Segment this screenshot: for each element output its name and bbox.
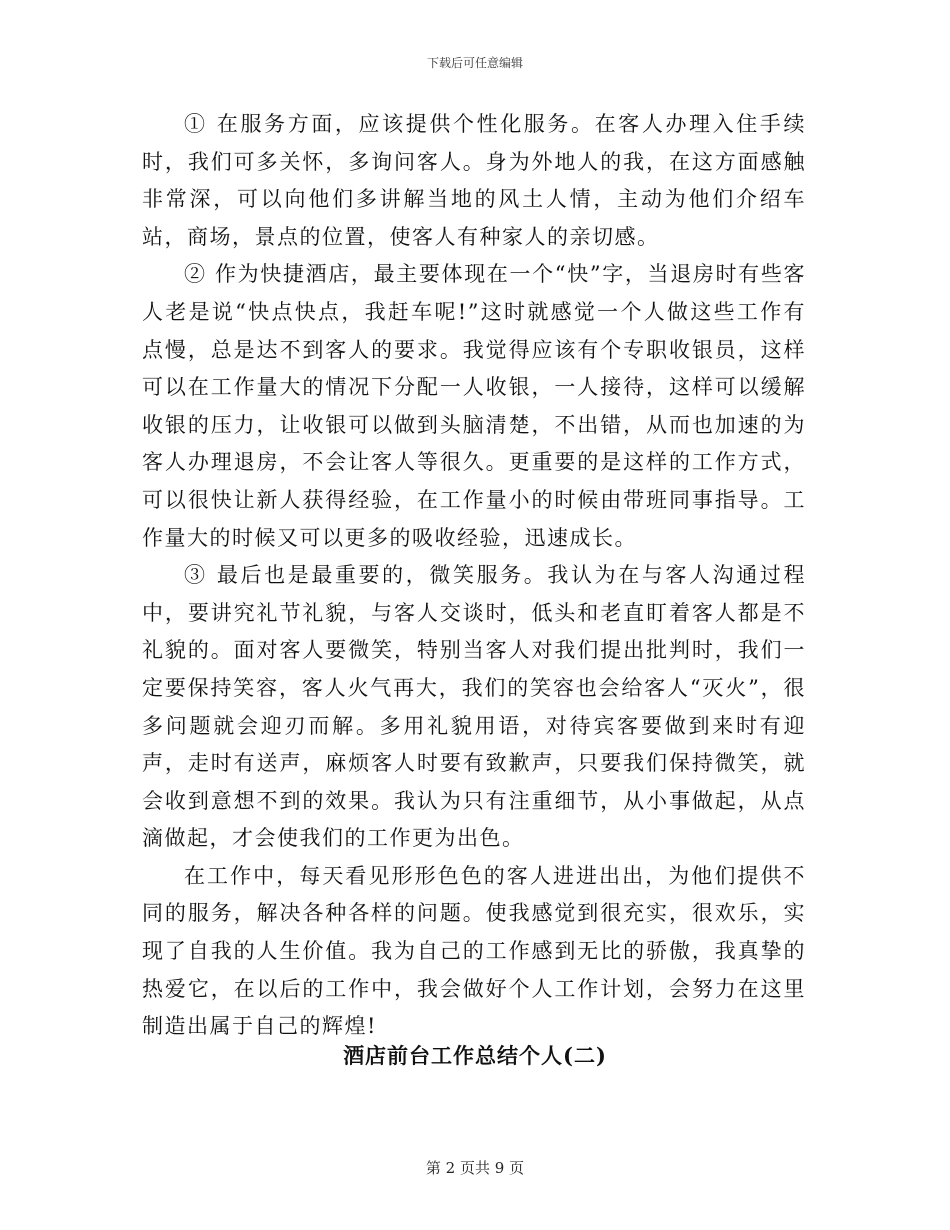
- paragraph-service: ① 在服务方面，应该提供个性化服务。在客人办理入住手续时，我们可多关怀，多询问客人。身为外地人的我，在这方面感触非常深，可以向他们多讲解当地的风土人情，主动为他们介绍车站，商场，景点的位置，使客人有种家人的亲切感。: [142, 112, 806, 249]
- page-number: 第 2 页共 9 页: [425, 1159, 525, 1177]
- paragraph-smile-service: ③ 最后也是最重要的，微笑服务。我认为在与客人沟通过程中，要讲究礼节礼貌，与客人交谈时，低头和老直盯着客人都是不礼貌的。面对客人要微笑，特别当客人对我们提出批判时，我们一定要保持笑容，客人火气再大，我们的笑容也会给客人“灭火”，很多问题就会迎刃而解。多用礼貌用语，对待宾客要做到来时有迎声，走时有送声，麻烦客人时要有致歉声，只要我们保持微笑，就会收到意想不到的效果。我认为只有注重细节，从小事做起，从点滴做起，才会使我们的工作更为出色。: [142, 563, 806, 851]
- document-body: [142, 106, 806, 1046]
- paragraph-express-checkout: ② 作为快捷酒店，最主要体现在一个“快”字，当退房时有些客人老是说“快点快点，我赶车呢!”这时就感觉一个人做这些工作有点慢，总是达不到客人的要求。我觉得应该有个专职收银员，这样可以在工作量大的情况下分配一人收银，一人接待，这样可以缓解收银的压力，让收银可以做到头脑清楚，不出错，从而也加速的为客人办理退房，不会让客人等很久。更重要的是这样的工作方式，可以很快让新人获得经验，在工作量小的时候由带班同事指导。工作量大的时候又可以更多的吸收经验，迅速成长。: [142, 262, 806, 550]
- header-note: 下载后可任意编辑: [426, 56, 523, 70]
- section-title: 酒店前台工作总结个人(二): [343, 1043, 607, 1068]
- paragraph-conclusion: 在工作中，每天看见形形色色的客人进进出出，为他们提供不同的服务，解决各种各样的问题。使我感觉到很充实，很欢乐，实现了自我的人生价值。我为自己的工作感到无比的骄傲，我真挚的热爱它，在以后的工作中，我会做好个人工作计划，会努力在这里制造出属于自己的辉煌!: [142, 863, 806, 1039]
